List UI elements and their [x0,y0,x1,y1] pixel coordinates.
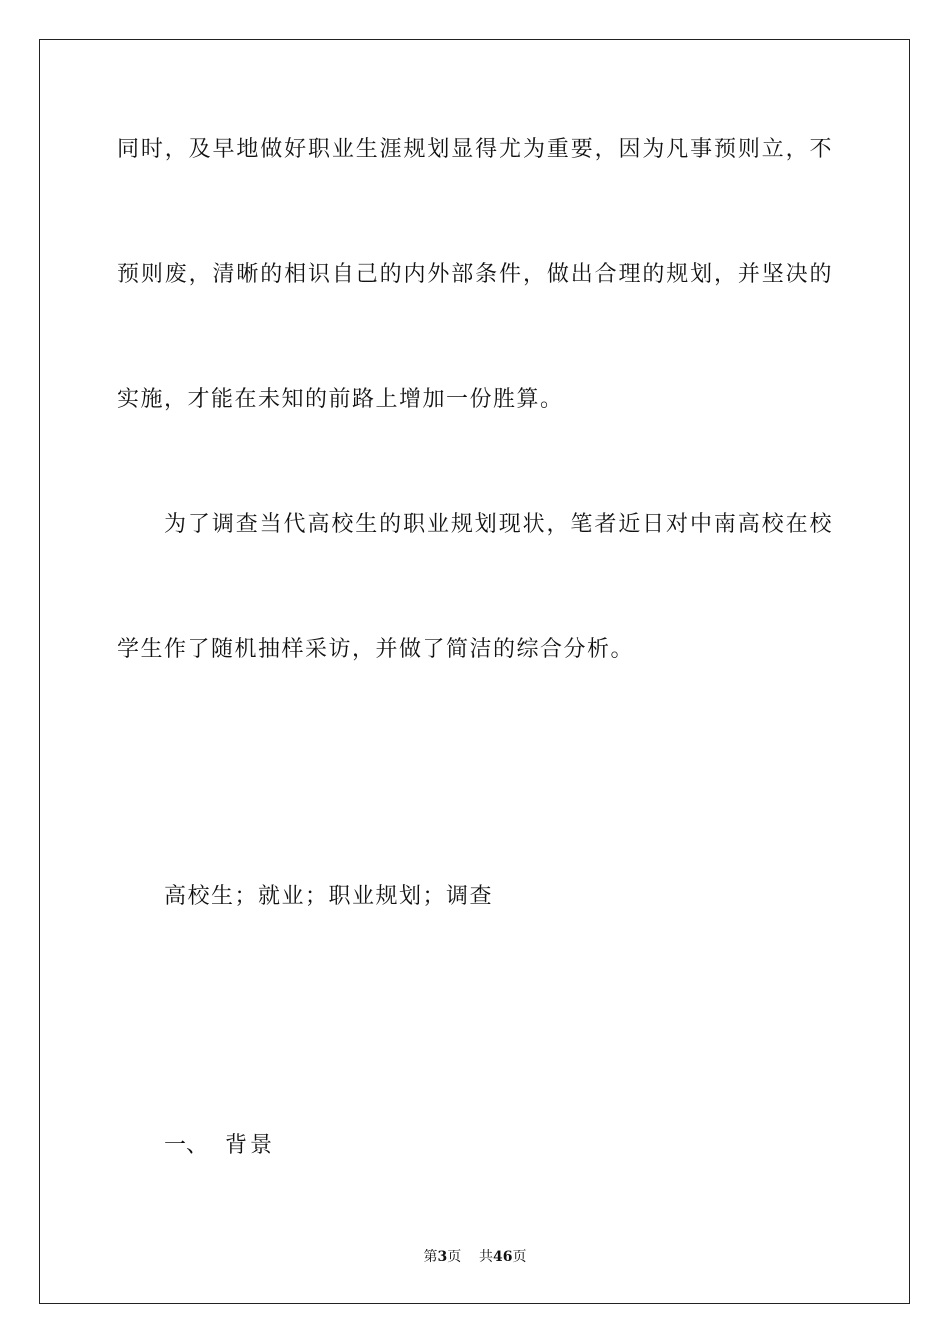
footer-page-number: 3 [437,1249,448,1265]
keywords-line: 高校生；就业；职业规划；调查 [164,884,494,909]
paragraph-1-line-1: 同时，及早地做好职业生涯规划显得尤为重要，因为凡事预则立，不 [117,137,833,162]
section-heading-number: 一、 [164,1133,209,1158]
section-heading-title: 背景 [225,1133,276,1158]
footer-total-suffix: 页 [512,1249,527,1265]
page-footer [0,1247,950,1267]
footer-total-pages: 46 [493,1249,513,1265]
footer-page-prefix: 第 [423,1249,438,1265]
footer-page-suffix: 页 [447,1249,462,1265]
footer-total-prefix: 共 [479,1249,494,1265]
paragraph-2-line-1: 为了调查当代高校生的职业规划现状，笔者近日对中南高校在校 [164,512,833,537]
paragraph-2-line-2: 学生作了随机抽样采访，并做了简洁的综合分析。 [117,637,635,662]
paragraph-1-line-2: 预则废，清晰的相识自己的内外部条件，做出合理的规划，并坚决的 [117,262,833,287]
page-border [39,39,910,1304]
paragraph-1-line-3: 实施，才能在未知的前路上增加一份胜算。 [117,387,564,412]
